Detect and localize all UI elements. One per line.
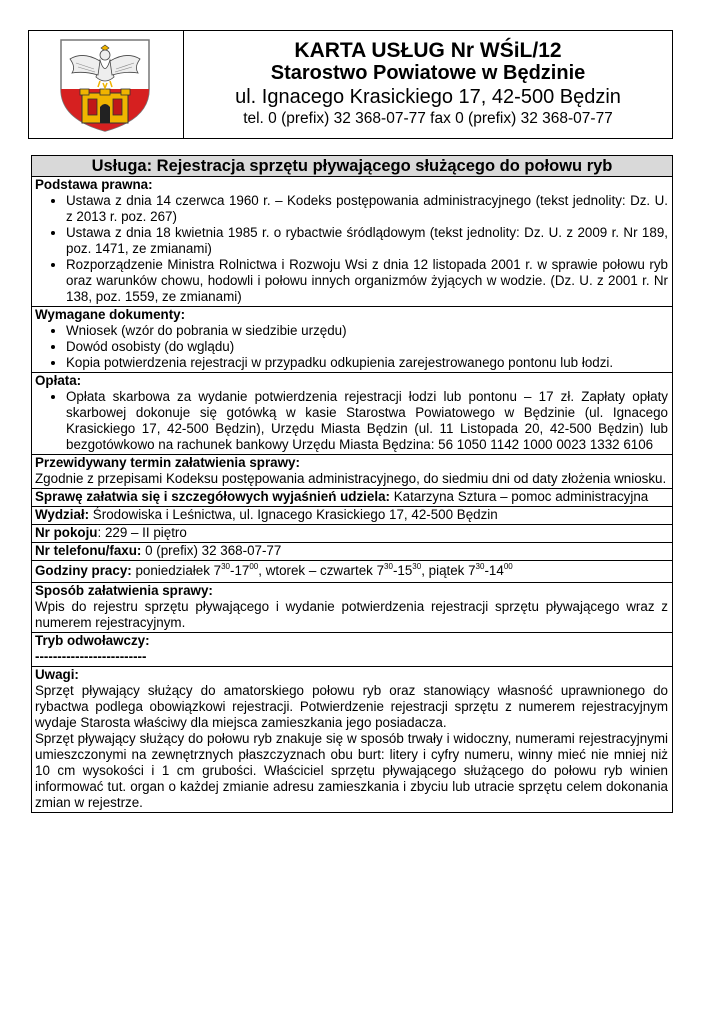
legal-basis-label: Podstawa prawna: xyxy=(35,177,153,192)
department-label: Wydział: xyxy=(35,507,90,522)
list-item: • Dowód osobisty (do wglądu) xyxy=(66,339,668,355)
fee-list xyxy=(35,389,668,453)
office-hours-label: Godziny pracy: xyxy=(35,563,132,578)
header-box xyxy=(28,30,673,139)
fee-label: Opłata: xyxy=(35,373,82,388)
handler-label: Sprawę załatwia się i szczegółowych wyjaśnień udziela: xyxy=(35,489,390,504)
legal-basis-section xyxy=(32,177,672,307)
required-documents-list xyxy=(35,323,668,371)
department-value: Środowiska i Leśnictwa, ul. Ignacego Krasickiego 17, 42-500 Będzin xyxy=(89,507,498,522)
hours-mon-from: 30 xyxy=(221,562,230,571)
hours-fri: , piątek 7 xyxy=(421,563,476,578)
hours-tue-from: 30 xyxy=(384,562,393,571)
appeal-text: ------------------------- xyxy=(35,649,147,664)
department-section xyxy=(32,507,672,525)
coat-of-arms-icon xyxy=(58,37,152,133)
deadline-section xyxy=(32,455,672,489)
hours-fri-dash: -14 xyxy=(484,563,504,578)
required-documents-section xyxy=(32,307,672,373)
appeal-label: Tryb odwoławczy: xyxy=(35,633,150,648)
list-item: • Opłata skarbowa za wydanie potwierdzenia rejestracji łodzi lub pontonu – 17 zł. Zapłaty opłaty skarbowej dokonuje się gotówką w kasie Starostwa Powiatowego w Będzinie (ul. Ignacego Krasickiego 17, 42-500 Będzin), Urzędu Miasta Będzin (ul. 11 Listopada 20, 42-500 Będzin) lub bezgotówkowo na rachunek bankowy Urzędu Miasta Będzina: 56 1050 1142 1000 0023 1332 6106 xyxy=(66,389,668,453)
hours-fri-from: 30 xyxy=(475,562,485,571)
list-item: • Ustawa z dnia 18 kwietnia 1985 r. o rybactwie śródlądowym (tekst jednolity: Dz. U. z 2009 r. Nr 189, poz. 1471, ze zmianami) xyxy=(66,225,668,257)
list-item: • Wniosek (wzór do pobrania w siedzibie urzędu) xyxy=(66,323,668,339)
hours-mon-dash: -17 xyxy=(229,563,250,578)
notes-paragraph-1: Sprzęt pływający służący do amatorskiego połowu ryb oraz stanowiący własność uprawnionego do rybactwa podlega obowiązkowi rejestracji. Potwierdzenie rejestracji sprzętu z numerem rejestracyjnym wydaje Starosta właściwy dla miejsca zamieszkania jego posiadacza. xyxy=(35,683,668,730)
office-phone: tel. 0 (prefix) 32 368-07-77 fax 0 (prefix) 32 368-07-77 xyxy=(243,110,613,127)
hours-tue-dash: -15 xyxy=(392,563,413,578)
hours-mon: poniedziałek 7 xyxy=(131,563,222,578)
deadline-label: Przewidywany termin załatwienia sprawy: xyxy=(35,455,300,470)
legal-basis-list xyxy=(35,193,668,305)
hours-fri-to: 00 xyxy=(503,562,513,571)
list-item: • Kopia potwierdzenia rejestracji w przypadku odkupienia zarejestrowanego pontonu lub łodzi. xyxy=(66,355,668,371)
coat-of-arms xyxy=(29,31,184,138)
office-hours-section xyxy=(32,561,672,583)
hours-tue: , wtorek – czwartek 7 xyxy=(258,563,385,578)
hours-mon-to: 00 xyxy=(249,562,259,571)
appeal-section xyxy=(32,633,672,667)
notes-section xyxy=(32,667,672,812)
list-item: • Ustawa z dnia 14 czerwca 1960 r. – Kodeks postępowania administracyjnego (tekst jednolity: Dz. U. z 2013 r. poz. 267) xyxy=(66,193,668,225)
room-label: Nr pokoju xyxy=(35,525,98,540)
office-name: Starostwo Powiatowe w Będzinie xyxy=(270,62,586,84)
phone-label: Nr telefonu/faxu: xyxy=(35,543,142,558)
fee-section xyxy=(32,373,672,455)
notes-paragraph-2: Sprzęt pływający służący do połowu ryb znakuje się w sposób trwały i widoczny, numerami rejestracyjnymi umieszczonymi na zewnętrznych płaszczyznach obu burt: litery i cyfry numeru, winny mieć nie mniej niż 10 cm wysokości i 1 cm grubości. Właściciel sprzętu pływającego służącego do połowu ryb winien informować tut. organ o każdej zmianie adresu zamieszkania i zbyciu lub utracie sprzętu celem dokonania zmian w rejestrze. xyxy=(35,731,668,810)
card-number: KARTA USŁUG Nr WŚiL/12 xyxy=(294,39,562,62)
notes-label: Uwagi: xyxy=(35,667,79,682)
room-section xyxy=(32,525,672,543)
required-documents-label: Wymagane dokumenty: xyxy=(35,307,186,322)
office-address: ul. Ignacego Krasickiego 17, 42-500 Będzin xyxy=(235,86,621,108)
phone-value: 0 (prefix) 32 368-07-77 xyxy=(141,543,282,558)
handler-value: Katarzyna Sztura – pomoc administracyjna xyxy=(389,489,649,504)
list-item: • Rozporządzenie Ministra Rolnictwa i Rozwoju Wsi z dnia 12 listopada 2001 r. w sprawie połowu ryb oraz warunków chowu, hodowli i połowu innych organizmów żyjących w wodzie. (Dz. U. z 2001 r. Nr 138, poz. 1559, ze zmianami) xyxy=(66,257,668,305)
handler-section xyxy=(32,489,672,507)
service-card xyxy=(31,155,673,813)
deadline-text: Zgodnie z przepisami Kodeksu postępowania administracyjnego, do siedmiu dni od daty złożenia wniosku. xyxy=(35,471,667,486)
method-label: Sposób załatwienia sprawy: xyxy=(35,583,213,598)
hours-tue-to: 30 xyxy=(412,562,422,571)
phone-section xyxy=(32,543,672,561)
method-section xyxy=(32,583,672,633)
service-title: Usługa: Rejestracja sprzętu pływającego służącego do połowu ryb xyxy=(32,156,672,177)
room-value: : 229 – II piętro xyxy=(97,525,187,540)
method-text: Wpis do rejestru sprzętu pływającego i wydanie potwierdzenia rejestracji sprzętu pływającego wraz z numerem rejestracyjnym. xyxy=(35,599,668,630)
